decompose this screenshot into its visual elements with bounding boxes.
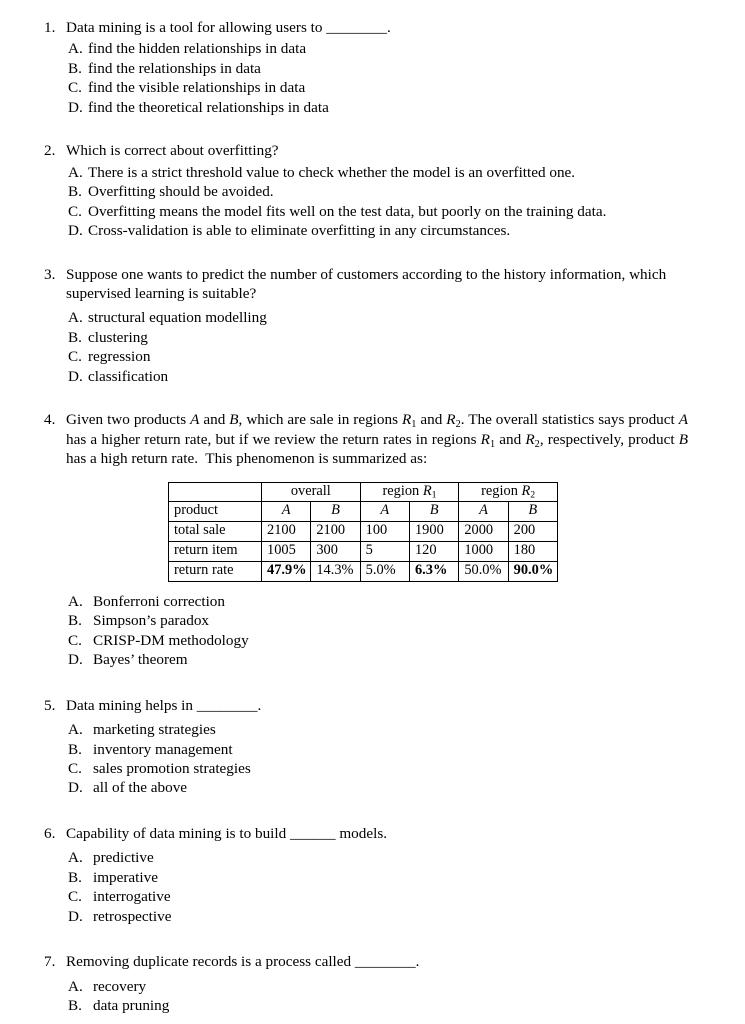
- option-text: data pruning: [93, 997, 170, 1015]
- option-letter: A.: [68, 592, 83, 610]
- statistics-table-container: [0, 482, 745, 582]
- region-1-symbol: R: [422, 482, 432, 499]
- table-row-product: [169, 502, 558, 522]
- cell: 120: [409, 542, 458, 562]
- option-text: find the theoretical relationships in data: [88, 98, 329, 116]
- table-row-group-header: [169, 482, 558, 502]
- question-1-text: [66, 18, 745, 37]
- cell: 100: [360, 522, 409, 542]
- spacer: [0, 117, 745, 141]
- option-text: marketing strategies: [93, 721, 216, 739]
- question-2-number: 2.: [44, 142, 56, 160]
- option-text: regression: [88, 348, 151, 366]
- question-1-option-a[interactable]: [68, 39, 745, 58]
- option-letter: C.: [68, 202, 82, 220]
- question-7-stem: [0, 952, 745, 971]
- cell: A: [459, 502, 508, 522]
- question-6-stem-post: models.: [335, 824, 388, 842]
- option-text: There is a strict threshold value to check whether the model is an overfitted one.: [88, 163, 576, 181]
- question-5-option-c[interactable]: [68, 759, 745, 778]
- question-6-options: [0, 848, 745, 926]
- option-letter: B.: [68, 868, 82, 886]
- question-1-stem-pre: Data mining is a tool for allowing users to: [66, 19, 327, 36]
- option-text: predictive: [93, 849, 154, 867]
- cell: 14.3%: [311, 561, 360, 581]
- option-text: inventory management: [93, 740, 233, 758]
- question-5-option-d[interactable]: [68, 778, 745, 797]
- cell: 180: [508, 542, 557, 562]
- question-5-stem-pre: Data mining helps in: [66, 696, 197, 714]
- question-7-number: 7.: [44, 953, 56, 971]
- cell: 5.0%: [360, 561, 409, 581]
- option-text: Bonferroni correction: [93, 592, 225, 610]
- spacer: [0, 926, 745, 952]
- question-5: [0, 696, 745, 798]
- question-1-options: [0, 39, 745, 117]
- question-3-option-c[interactable]: [68, 347, 745, 366]
- option-text: Overfitting means the model fits well on the test data, but poorly on the training data.: [88, 202, 607, 220]
- question-1: [0, 18, 745, 117]
- region-2-subscript: 2: [530, 489, 536, 501]
- option-text: interrogative: [93, 888, 171, 906]
- option-letter: C.: [68, 760, 82, 777]
- region-1-prefix: region: [382, 482, 423, 499]
- option-text: recovery: [93, 977, 147, 995]
- option-letter: A.: [68, 40, 83, 58]
- spacer: [0, 670, 745, 696]
- region-2-prefix: region: [481, 482, 522, 499]
- question-5-options: [0, 720, 745, 798]
- question-3-option-d[interactable]: [68, 367, 745, 386]
- question-1-number: 1.: [44, 19, 56, 36]
- question-4-option-a[interactable]: [68, 592, 745, 611]
- question-5-stem: [0, 696, 745, 715]
- question-7-stem-pre: Removing duplicate records is a process called: [66, 953, 355, 971]
- question-1-stem: [0, 18, 745, 37]
- table-header-region-2: [459, 482, 558, 502]
- table-row-return-item: [169, 542, 558, 562]
- question-6-stem-pre: Capability of data mining is to build: [66, 824, 290, 842]
- option-letter: B.: [68, 997, 82, 1015]
- option-letter: D.: [68, 907, 83, 925]
- question-7: [0, 952, 745, 1015]
- question-4-option-c[interactable]: [68, 631, 745, 650]
- question-2-option-c[interactable]: [68, 202, 745, 221]
- option-letter: B.: [68, 328, 82, 346]
- question-2-option-a[interactable]: [68, 163, 745, 182]
- option-text: all of the above: [93, 779, 188, 797]
- question-6-number: 6.: [44, 824, 56, 842]
- cell: 300: [311, 542, 360, 562]
- region-2-symbol: R: [521, 482, 531, 499]
- question-3-stem: [0, 265, 745, 304]
- question-7-text: [66, 952, 745, 971]
- question-5-option-b[interactable]: [68, 740, 745, 759]
- option-text: find the relationships in data: [88, 59, 261, 77]
- cell: 2000: [459, 522, 508, 542]
- question-6-option-c[interactable]: [68, 887, 745, 906]
- option-letter: D.: [68, 779, 83, 797]
- option-letter: A.: [68, 977, 83, 995]
- question-5-blank: ________: [196, 696, 258, 714]
- cell: 2100: [311, 522, 360, 542]
- cell: 1900: [409, 522, 458, 542]
- option-text: Overfitting should be avoided.: [88, 183, 274, 201]
- row-label: product: [169, 502, 262, 522]
- question-7-options: [0, 977, 745, 1016]
- option-text: CRISP-DM methodology: [93, 631, 249, 649]
- option-text: Simpson’s paradox: [93, 612, 210, 630]
- cell: 5: [360, 542, 409, 562]
- question-6: [0, 824, 745, 926]
- cell: B: [508, 502, 557, 522]
- question-6-blank: ______: [290, 824, 336, 842]
- question-1-option-c[interactable]: [68, 78, 745, 97]
- option-letter: C.: [68, 348, 82, 366]
- option-text: find the hidden relationships in data: [88, 40, 307, 58]
- cell: B: [409, 502, 458, 522]
- question-2: [0, 141, 745, 240]
- question-5-option-a[interactable]: [68, 720, 745, 739]
- question-3-text: Suppose one wants to predict the number of customers according to the history information, which supervised learning is suitable?: [66, 265, 667, 302]
- question-4-option-b[interactable]: [68, 611, 745, 630]
- question-3-option-b[interactable]: [68, 328, 745, 347]
- question-7-stem-post: .: [415, 953, 420, 971]
- cell: 1005: [262, 542, 311, 562]
- question-3-options: [0, 308, 745, 386]
- option-letter: D.: [68, 98, 83, 116]
- question-2-option-d[interactable]: [68, 221, 745, 240]
- question-4-stem: [0, 410, 745, 468]
- option-letter: A.: [68, 849, 83, 867]
- option-text: Cross-validation is able to eliminate overfitting in any circumstances.: [88, 222, 511, 240]
- option-text: imperative: [93, 868, 158, 886]
- option-letter: C.: [68, 888, 82, 906]
- question-4-options: [0, 592, 745, 670]
- cell: 50.0%: [459, 561, 508, 581]
- option-text: Bayes’ theorem: [93, 651, 188, 669]
- question-3: [0, 265, 745, 387]
- row-label: return item: [169, 542, 262, 562]
- question-2-option-b[interactable]: [68, 182, 745, 201]
- question-2-stem: [0, 141, 745, 160]
- option-text: retrospective: [93, 907, 172, 925]
- question-6-option-b[interactable]: [68, 868, 745, 887]
- option-text: find the visible relationships in data: [88, 79, 306, 97]
- question-4-option-d[interactable]: [68, 650, 745, 669]
- row-label: return rate: [169, 561, 262, 581]
- question-1-blank: ________: [326, 19, 388, 36]
- option-letter: B.: [68, 740, 82, 758]
- question-6-option-d[interactable]: [68, 907, 745, 926]
- question-3-option-a[interactable]: [68, 308, 745, 327]
- question-1-stem-post: .: [387, 19, 391, 36]
- option-letter: D.: [68, 367, 83, 385]
- question-5-text: [66, 696, 745, 715]
- cell: 6.3%: [409, 561, 458, 581]
- option-text: sales promotion strategies: [93, 760, 251, 777]
- spacer: [0, 241, 745, 265]
- option-letter: C.: [68, 631, 82, 649]
- question-1-option-b[interactable]: [68, 59, 745, 78]
- region-1-subscript: 1: [431, 489, 437, 501]
- option-letter: A.: [68, 309, 83, 327]
- option-letter: D.: [68, 222, 83, 240]
- cell: A: [262, 502, 311, 522]
- question-6-stem: [0, 824, 745, 843]
- option-text: structural equation modelling: [88, 309, 267, 327]
- spacer: [0, 386, 745, 410]
- question-2-options: [0, 163, 745, 241]
- cell: 200: [508, 522, 557, 542]
- question-7-option-b[interactable]: [68, 996, 745, 1015]
- question-4-text: Given two products A and B, which are sale in regions $R_1$ and $R_2$. The overall statistics says product A has a higher return rate, but if we review the return rates in regions $R_1$ and $R_2$, respectively, product B has a high return rate. This phenomenon is summarized as:: [66, 411, 688, 468]
- question-2-text: Which is correct about overfitting?: [66, 142, 279, 160]
- question-6-text: [66, 824, 745, 843]
- option-text: classification: [88, 367, 169, 385]
- cell: 2100: [262, 522, 311, 542]
- question-5-number: 5.: [44, 696, 56, 714]
- option-letter: C.: [68, 79, 82, 97]
- option-letter: A.: [68, 163, 83, 181]
- table-row-total-sale: [169, 522, 558, 542]
- question-3-number: 3.: [44, 265, 56, 283]
- question-1-option-d[interactable]: [68, 98, 745, 117]
- question-5-stem-post: .: [257, 696, 262, 714]
- question-7-option-a[interactable]: [68, 977, 745, 996]
- table-header-overall: overall: [262, 482, 361, 502]
- option-letter: A.: [68, 721, 83, 739]
- option-letter: B.: [68, 59, 82, 77]
- cell: 90.0%: [508, 561, 557, 581]
- option-letter: B.: [68, 183, 82, 201]
- cell: A: [360, 502, 409, 522]
- option-text: clustering: [88, 328, 148, 346]
- question-6-option-a[interactable]: [68, 848, 745, 867]
- question-7-blank: ________: [354, 953, 416, 971]
- cell: B: [311, 502, 360, 522]
- cell: 47.9%: [262, 561, 311, 581]
- cell: 1000: [459, 542, 508, 562]
- question-4-number: 4.: [44, 411, 56, 429]
- row-label: total sale: [169, 522, 262, 542]
- table-row-return-rate: [169, 561, 558, 581]
- spacer: [0, 798, 745, 824]
- option-letter: D.: [68, 651, 83, 669]
- question-4: [0, 410, 745, 669]
- option-letter: B.: [68, 612, 82, 630]
- table-header-region-1: [360, 482, 459, 502]
- statistics-table: [168, 482, 558, 582]
- table-corner-cell: [169, 482, 262, 502]
